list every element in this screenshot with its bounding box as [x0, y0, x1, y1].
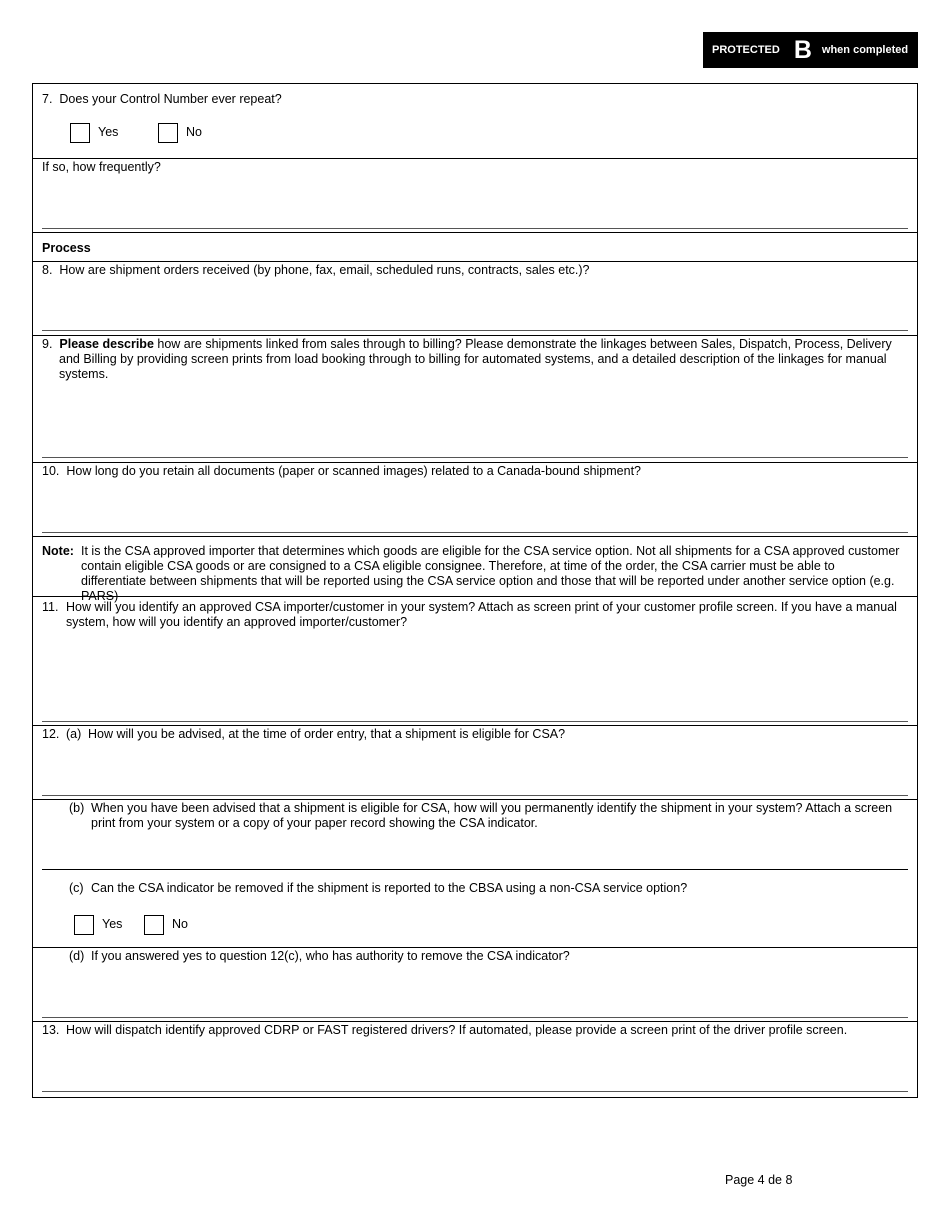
q7-yes-checkbox[interactable]: [70, 123, 90, 143]
q7-no-label: No: [186, 125, 202, 139]
when-completed-label: when completed: [821, 44, 909, 56]
divider: [33, 596, 917, 597]
divider: [33, 335, 917, 336]
q12d-label: (d): [69, 949, 85, 963]
answer-line: [42, 869, 908, 870]
q12c-question: Can the CSA indicator be removed if the shipment is reported to the CBSA using a non-CSA service option?: [91, 881, 688, 895]
q11-number: 11.: [42, 600, 59, 614]
q7-question: 7. Does your Control Number ever repeat?: [42, 92, 282, 106]
answer-line: [42, 330, 908, 331]
q7-yes-label: Yes: [98, 125, 119, 139]
divider: [33, 1021, 917, 1022]
answer-line: [42, 457, 908, 458]
answer-line: [42, 795, 908, 796]
q12c-label: (c): [69, 881, 84, 895]
q10-question: 10. How long do you retain all documents (paper or scanned images) related to a Canada-bound shipment?: [42, 464, 641, 478]
note-label: Note:: [42, 544, 74, 558]
q12c-no-label: No: [172, 917, 188, 931]
q12c-yes-checkbox[interactable]: [74, 915, 94, 935]
q12a-question: How will you be advised, at the time of order entry, that a shipment is eligible for CSA?: [88, 727, 566, 741]
q12-number: 12.: [42, 727, 60, 741]
divider: [33, 725, 917, 726]
protected-label: PROTECTED: [712, 44, 780, 56]
protection-level: B: [793, 35, 812, 64]
section-process: Process: [42, 241, 91, 255]
q8-question: 8. How are shipment orders received (by phone, fax, email, scheduled runs, contracts, sales etc.)?: [42, 263, 590, 277]
q12b-question: When you have been advised that a shipment is eligible for CSA, how will you permanently identify the shipment in your system? Attach a screen print from your system or a copy of your paper record showing the CSA indicator.: [91, 801, 893, 830]
q13-number: 13.: [42, 1023, 60, 1037]
divider: [33, 261, 917, 262]
q12b-label: (b): [69, 801, 85, 815]
q12c-no-checkbox[interactable]: [144, 915, 164, 935]
q12d-question: If you answered yes to question 12(c), who has authority to remove the CSA indicator?: [91, 949, 570, 963]
q9-question: 9. Please describe how are shipments linked from sales through to billing? Please demonstrate the linkages between Sales, Dispatch, Process, Delivery and Billing by providing screen prints from load booking through to billing for automated systems, and a detailed description of the linkages for manual systems.: [42, 337, 892, 381]
page-number: Page 4 de 8: [725, 1173, 793, 1187]
divider: [33, 947, 917, 948]
answer-line: [42, 228, 908, 229]
q12a-label: (a): [66, 727, 82, 741]
q7-follow-up: If so, how frequently?: [42, 160, 161, 174]
divider: [33, 158, 917, 159]
divider: [33, 232, 917, 233]
q13-question: How will dispatch identify approved CDRP or FAST registered drivers? If automated, please provide a screen print of the driver profile screen.: [66, 1023, 848, 1037]
divider: [33, 536, 917, 537]
answer-line: [42, 1091, 908, 1092]
answer-line: [42, 721, 908, 722]
protected-b-banner: [703, 32, 918, 68]
q7-no-checkbox[interactable]: [158, 123, 178, 143]
divider: [33, 799, 917, 800]
divider: [33, 462, 917, 463]
answer-line: [42, 1017, 908, 1018]
q11-question: How will you identify an approved CSA importer/customer in your system? Attach as screen print of your customer profile screen. If you have a manual system, how will you identify an approved importer/customer?: [66, 600, 897, 629]
answer-line: [42, 532, 908, 533]
note-text: It is the CSA approved importer that determines which goods are eligible for the CSA service option. Not all shipments for a CSA approved customer contain eligible CSA goods or are consigned to a CSA eligible consignee. Therefore, at time of the order, the CSA carrier must be able to differentiate between shipments that will be reported using the CSA service option and those that will be reported under another service option (e.g. PARS): [81, 544, 900, 603]
q12c-yes-label: Yes: [102, 917, 123, 931]
form-page: [32, 83, 918, 1098]
